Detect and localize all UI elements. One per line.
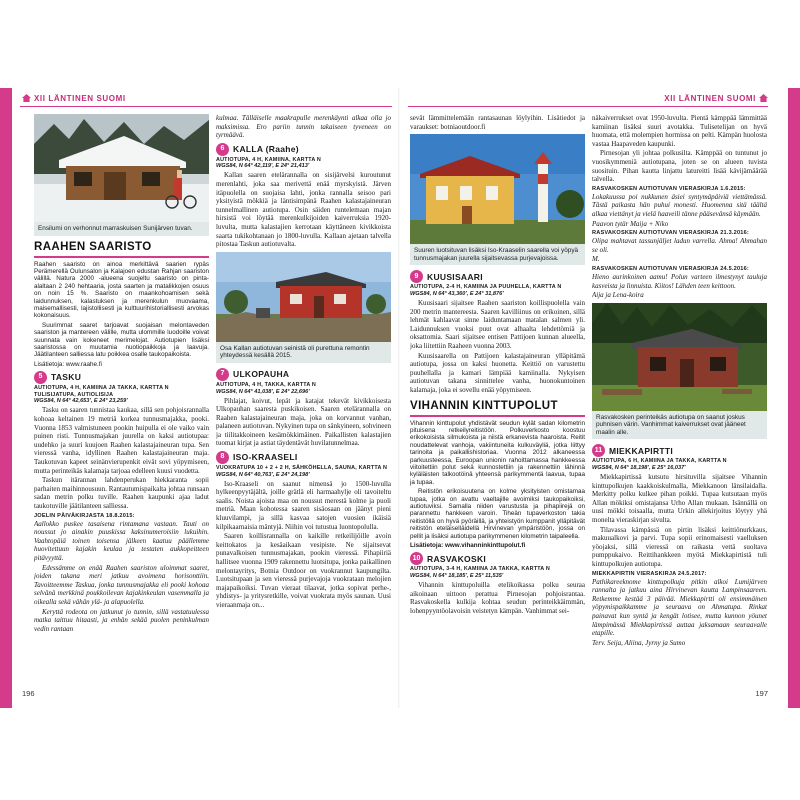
tasku-text-1: Tasku on saaren tunnistaa kaukaa, sillä sen pohjoisrannalla kohoaa keltainen 19 metriä korkea tunnusmajakka, pooki. Vuonna 1853 valmistuneen pookin huipulla ei ole vaiko vain puinen risti. Tunnusmajakan juurella on kaksi autiotupaa: uudehko ja suuri kuujoen Raahen kalastajaineuran tupa. Sen vieressä vanha, idyllinen Raahen kalastajaineuran maja. Taukotuvan kapeet seinänvierupenkit eivät sovi yöpymiseen, mutta perinteikäs kalamaja tarjoaa edelleen kuusi vuodetta. [34, 406, 209, 475]
iso-kraaseli-text-2: Saaren koillisrannalla on kaikille retkeilijöille avoin keittokatos ja kesäaikaan vesipiste. Ne sijaitsevat punavalkoisen tunnusmajakan, pookin vieressä. Pihapiiriä hallitsee vuonna 1909 rakennettu luotsitupa, jonka paikallinen melontayritys, Botnia Outdoor on vuokrannut kaupungilta. Luotsitupaan ja sen vieressä purjevajoja vuokrataan melojien majapaikoiksi. Tuvan vieraat tilaavat, jotka sopivat perhe-, yhdistys- ja yritysretkille, voivat vuokrata myös saunan. Uusi vieraanmaja on... [216, 532, 391, 609]
heading-rule [410, 415, 585, 417]
guestbook-label: MIEKKAPIRTIN VIERASKIRJA 24.5.2017: [592, 570, 707, 577]
page-number-right: 197 [755, 689, 768, 698]
site-name: ULKOPAUHA [233, 369, 290, 380]
raahe-intro-2: Suurimmat saaret tarjoavat suojaisan melontaveden saariston ja mantereen välille, mutta ulommille luodoille voivat suunnata vain kokeneet merimelojat. Autiotupien lisäksi saaristossa on muutamia nuotiopaikkoja ja laavuja. Jäätilanteen salliessa latu poikkea osalle taukopaikoista. [34, 321, 209, 359]
site-meta: AUTIOTUPA, 4 H, KAMIINA, KARTTA N [216, 156, 322, 163]
iso-kraaseli-text-end: sevät lämmittelemään rantasaunan löylyihin. Lisätiedot ja varaukset: botniaoutdoor.fi [410, 114, 585, 131]
site-number-badge: 10 [410, 552, 423, 565]
kalla-text: Kallan saaren etelärannalla on sisijärvelsi kuroutunut merenlahti, joka saa merivettä enää myrskyistä. Järven itäpuolella on suojaisa lahti, jonka rannalla seisoo pari yksityistä mökkiä ja läntisimpänä Raahen kalastajaineuran tunnelmallinen autiotupa. Osin säiden runtelemaan majan hirsistä voi löytää merenkulkijoiden kaiverruksia 1920-luvulta, mutta kalastajien kerrotaan käyttäneen kivikkoista saarta tukikohtanaan jo 1800-luvulla. Kallaan ajetaan talvella pitostaa Taskun autiotuvalta. [216, 171, 391, 249]
site-number-badge: 9 [410, 270, 423, 283]
guestbook-quote: Pathikareeknome kinttupolkuja pitkin alkoi Lumijärven rannalta ja jatkuu aina Hirvinevan kautta Lampinsaareen. Retkemme kestää 3 päivää. Miekkapirtti oli ensimmäinen yöpymispaikkamme ja seuraava on Ahmatupa. Rinkat painavat kun syntä ja kengät lotisee, mutta kunnon yöunet lämpimässä Miekkapirtissä auttaa jaksamaan seuraavalle etapille. [592, 577, 767, 638]
guestbook-label: RASVAKOSKEN AUTIOTUVAN VIERASKIRJA 24.5.2016: [592, 265, 749, 272]
site-meta: VUOKRATUPA 10 + 2 + 2 H, SÄHKÖHELLA, SAUNA, KARTTA N [216, 465, 388, 472]
left-head-rule [20, 106, 392, 107]
left-column-a [34, 114, 209, 694]
site-coords: WGS84, N 64° 41,038', E 24° 22,696' [216, 388, 310, 395]
site-name: MIEKKAPIRTTI [609, 445, 674, 456]
home-icon [22, 94, 31, 102]
kuusisaari-text-1: Kuusisaari sijaitsee Raahen saariston koillispuolella vain 200 metrin mantereesta. Saaren kavilliinus on erikoinen, sillä lehmät kahlaavat sinne laiduntamaan matalan salmen yli. Laidunnuksen vuoksi puut ovat alhaalta lehdettömiä ja oksattomia. Saari sijaitsee entisen Pattijoen kunnan alueella, joka liitettiin Raaheen vuonna 2003. [410, 298, 585, 350]
home-icon [759, 94, 768, 102]
guestbook-signature: Terv. Seija, Aliina, Jyrny ja Sumo [592, 638, 686, 647]
rasvakoski-text-1: Vihannin kinttupoluilla etelikoikassa polku seuraa aikoinaan uittoon perattua Pirnesojan pohjoisrantaa. Rasvakoskella kulkija kohtaa seudun perinteikkäimmän, lohenpyyntöolavoisin veistetyn kämpän. Vanhimmat sei- [410, 581, 585, 615]
photo-kalla-hut [216, 252, 391, 342]
right-column-b [592, 114, 767, 694]
right-column-a [410, 114, 585, 694]
caption-miekkapirtti: Rasvakosken perinteikäs autiotupa on saanut joskus puhnisen värin. Vanhimmat kaiverrukset ovat jääneet maalin alle. [592, 411, 767, 440]
page-number-left: 196 [22, 689, 35, 698]
guestbook-signature: Aija ja Lena-koira [592, 291, 644, 300]
site-name: TASKU [51, 372, 82, 383]
photo-iso-kraaseli [410, 134, 585, 244]
site-meta: AUTIOTUPA, 2-4 H, KAMIINA JA PUUHELLA, KARTTA N [410, 284, 562, 291]
guestbook-label: RASVAKOSKEN AUTIOTUVAN VIERASKIRJA 21.3.2016: [592, 230, 749, 237]
guestbook-signature: M. [592, 255, 600, 264]
site-coords: WGS84, N 64° 40,763', E 24° 24,198' [216, 471, 310, 478]
site-number-badge: 6 [216, 143, 229, 156]
site-name: ISO-KRAASELI [233, 452, 298, 463]
site-number-badge: 7 [216, 368, 229, 381]
site-number-badge: 11 [592, 444, 605, 457]
left-thumb-tab [0, 88, 12, 708]
heading-raahen-saaristo: RAAHEN SAARISTO [34, 240, 152, 253]
site-kuusisaari [410, 270, 585, 394]
left-page [20, 88, 400, 708]
heading-vihannin-kinttupolut: VIHANNIN KINTTUPOLUT [410, 399, 558, 412]
caption-iso-kraaseli: Suuren luotsituvan lisäksi Iso-Kraaselin saarella voi yöpyä tunnusmajakan juurella sijaitsevassa purjevajoissa. [410, 244, 585, 265]
site-rasvakoski [410, 552, 585, 615]
site-number-badge: 5 [34, 371, 47, 384]
guestbook-quote: Lokakuussa poi nukkunen äsiei syntymäpäiviä viettämässä. Tästä paikasta hän puhui monesti. Huomenna sitä täältä alkaa viettänyt ja vielä haaveili tänne pääsevänsä käymään. [592, 192, 767, 218]
site-number-badge: 8 [216, 451, 229, 464]
guestbook-quote-2: Edessämme on enää Raahen saariston uloimmat saaret, joiden takana meri jatkuu avoimena horisonttiin. Tavoitteemme Taskua, jonka tunnusmajakka eli pooki kohoaa selvänä merkkinä poukkoilevan kajakinkeulan vasemmalla ja oikealla sekä vähän ylä- ja alapuolella. [34, 563, 209, 606]
site-coords: WGS84, N 64° 42,119', E 24° 21,413' [216, 163, 310, 170]
site-tasku [34, 371, 209, 633]
raahe-intro-3: Lisätietoja: www.raahe.fi [34, 360, 102, 368]
tasku-text-2: Taskun itärannan lahdenperukan hiekkaranta sopii parhaiten maihinnousuun. Rantautumispaikalta johtaa runsaan sadan metrin polku tuville. Raahen kaupunki ajaa ladut taukotuville jäätilanteen salliessa. [34, 476, 209, 510]
site-coords: WGS84, N 64° 18,198', E 25° 16,037' [592, 465, 686, 472]
site-ulkopauha [216, 368, 391, 448]
site-name: KUUSISAARI [427, 271, 483, 282]
vihanti-intro-1: Vihannin kinttupolut yhdistävät seudun kylät sadan kilometrin pituisena retkeilyreitistöön. Polkuverkosto koostuu erikokoisista silmukoista ja niistä erkanevista haaroista. Reitit noudattelevat vanhoja, vakiintuneita kulkuväyliä, jotka liittyy tarinoita ja paikallishistoriaa. Vuonna 2012 alkaneessa parkuusteessa, Euroopan unionin rahoittamassa hankkeessa viitoitettiin polut sekä kunnostettiin ja rakennettiin lähinnä kyläläisten talkootöinä yhteensä parikymmentä laavua, tupaa ja tupaa. [410, 419, 585, 486]
site-coords: WGS84, N 64° 42,653', E 24° 23,259' [34, 398, 128, 405]
raahe-intro-1: Raahen saaristo on ainoa merkittävä saarien rypäs Perämerellä Oulunsalon ja Kalajoen edustan Rahjan saariston välillä. Natura 2000 -alueena suojeltu saaristo on pinta-alaltaan 2 240 hehtaaria, josta saarten ja matalikkojen osuus on noin 15 %. Saaristo on maankohoamisen sekä laidunnuksen, kalastuksen ja merenkulun muovaama, maisemallisesti, lajistollisesti ja kulttuurihistoriallisesti arvokas kokonaisuus. [34, 260, 209, 320]
rasvakoski-text-2: näkaiverrukset ovat 1950-luvulta. Pientä kämppää lämmittää kamiinan lisäksi suuri avotakka. Tulisetelijan on hyvä huomata, että molempien hormissa on pelti. Kämpän huolosta vastaa Haapaveden kaupunki. [592, 114, 767, 148]
right-head-rule [408, 106, 768, 107]
right-running-head: XII LÄNTINEN SUOMI [664, 94, 768, 103]
guestbook-quote: Hieno aurinkoinen aamu! Polun varteen ilmestynyt tauluja kasveista ja linnuista. Kiitos! Lähden teen keittoon. [592, 272, 767, 290]
site-name: RASVAKOSKI [427, 553, 487, 564]
site-meta: AUTIOTUPA, 4 H, TAKKA, KARTTA N [216, 381, 317, 388]
photo-sunijarvi-cabin [34, 114, 209, 222]
vihanti-intro-2: Reitistön erikoisuutena on kolme yksityisten omistamaa tupaa, jotka on avattu vaeltajille avoimiksi taukopaikoiksi, autiotuviksi. Samalla niiden varustusta ja pihapiirejä on parannettu hankkeen varoin. Tiheän tupaverkoston takia reitistöllä on hyvä pyöräillä, ja yhteistyön kumppanit ylläpitävät reitistön eteläiselläidellä Hirvinevan ympäristöön, jossa on pellit ja lisäksi autiotupa parikymmenen kilometrin taipaleella. [410, 488, 585, 540]
rasvakoski-text-3: Pirnesojan yli johtaa polkusilta. Kämppää on tuntunut jo vuosikymmeniä autiotupana, joten se on alueen tuvista suosituin. Pihan kautta linjattu latureitti lisää kävijämäärää talvella. [592, 149, 767, 184]
miekkapirtti-text-2: Tilavassa kämpässä on pirtin lisäksi keittiönurkkaus, makuualkovi ja parvi. Tupa sopii erinomaisesti vaelluksen yöojaksi, sillä vieressä on raikasta vettä suoltava pumppukaivo. Reittihankkeen myötä Miekkapirtistä tuli kinttupolkujen autiotupa. [592, 525, 767, 568]
guestbook-label: JOELIN PÄIVÄKIRJASTA 18.8.2015: [34, 512, 135, 519]
vihanti-intro-3: Lisätietoja: www.vihanninkinttupolut.fi [410, 542, 526, 549]
iso-kraaseli-text-1: Iso-Kraaseli on saanut nimensä jo 1500-luvulla hylkeenpyytäjältä, joille grätlä eli harmaahylje oli tavoiteltu saalis. Noista ajoista maa on noussut merestä kolme ja puoli metriä. Maan kohotessa saaren sisäosaan on jäänyt pieni kluuvilampi, ja sillä kasvaa satojen vuosien ikäisiä kilpikaarnaisia mäntyjä. Niihin voi tutustua luontopolulla. [216, 479, 391, 531]
site-iso-kraaseli [216, 451, 391, 610]
kalla-quote-continued: kulmaa. Tälläiselle maakrapulle merenkäynti alkaa olla jo maksimissa. Ero pariin tunnin takaiseen tyveneen on tyrmäävä. [216, 114, 391, 140]
guestbook-quote: Olipa mahtavat tassunjäljet ladun varrella. Ahma! Ahmahan se oli. [592, 237, 767, 254]
guestbook-quote: Aallokko puskee tasaisena rintamana vastaan. Tauti on noussut jo ainakin puuskissa kaksinumeroisiin lukuihin. Vaahtopäiä toinen toisensa jälkeen kaatuu päällemme huovitettuun kajakin keulaa ja testaten aukkopeitteen pitävyyttä. [34, 519, 209, 562]
caption-sunijarvi: Ensilumi on verhonnut marraskuisen Sunijärven tuvan. [34, 222, 209, 236]
guestbook-signature: Paavon tytär Maija + Niko [592, 219, 669, 228]
guestbook-label: RASVAKOSKEN AUTIOTUVAN VIERASKIRJA 1.6.2015: [592, 185, 746, 192]
kuusisaari-text-2: Kuusisaarella on Pattijoen kalastajaineuran ylläpitämä autiotupa, jossa on kaksi huonetta. Keittiö on varustettu puuhellalla ja kamari lämpiää kamiinalla. Nykyisen autiotuvan takana sinnittelee vanha, huonokuntoinen kalamaja, joka ei sovellu enää yöpymiseen. [410, 351, 585, 394]
caption-kalla: Osa Kallan autiotuvan seinistä oli purettuna remontin yhteydessä kesällä 2015. [216, 342, 391, 363]
left-column-b [216, 114, 391, 694]
site-meta: AUTIOTUPA, 3-4 H, KAMIINA JA TAKKA, KARTTA N [410, 566, 550, 573]
photo-rasvakoski-hut [592, 303, 767, 411]
site-miekkapirtti [592, 444, 767, 647]
left-running-head: XII LÄNTINEN SUOMI [22, 94, 126, 103]
site-kalla [216, 143, 391, 249]
heading-rule [34, 256, 209, 258]
site-meta: AUTIOTUPA, 6 H, KAMIINA JA TAKKA, KARTTA N [592, 458, 727, 465]
site-name: KALLA (Raahe) [233, 143, 299, 154]
right-thumb-tab [788, 88, 800, 708]
right-page [400, 88, 780, 708]
ulkopauha-text: Pihlajat, koivut, lepät ja katajat tekevät kivikkoisesta Ulkopauhan saaresta puskikoisen. Saaren etelärannalla on Raahen kalastajaineuran maja, joka on korvannut vanhan, palaneen autiotuvan. Nykyinen tupa on sänkyineen, sohvineen ja tiilitakkoineen kesämökkimäinen. Paikallisten kalastajien tuomat kirjat ja astiat täydentävät huvilatunnelmaa. [216, 396, 391, 448]
site-coords: WGS84, N 64° 43,360', E 24° 31,876' [410, 290, 504, 297]
guestbook-quote-3: Keryttä rodeota on jatkunut jo tunnin, sillä vastatuulessa matka taittuu hitaasti, ja enhän sekää puolen peninkulman vedin rantaan [34, 607, 209, 633]
miekkapirtti-text-1: Miekkapirtissä kutsutu hirsituvilla sijaitsee Vihannin kinttupolkujen kaakkoiskulmalla, Miekkanoon länsilaidalla. Merkitty polku kulkee pihan poikki. Tupaa kutsutaan myös Allan mökiksi omistajansa Urho Allan mukaan. Isännällä on uusi mökki toisaalla, mutta Urkin allekirjoitus löytyy yhä monelta vieraskirjan sivulta. [592, 473, 767, 525]
site-coords: WGS84, N 64° 18,185', E 25° 11,535' [410, 573, 504, 579]
site-meta: AUTIOTUPA, 4 H, KAMIINA JA TAKKA, KARTTA N TULISIJATUPA, AUTIOLISIJA [34, 385, 169, 398]
